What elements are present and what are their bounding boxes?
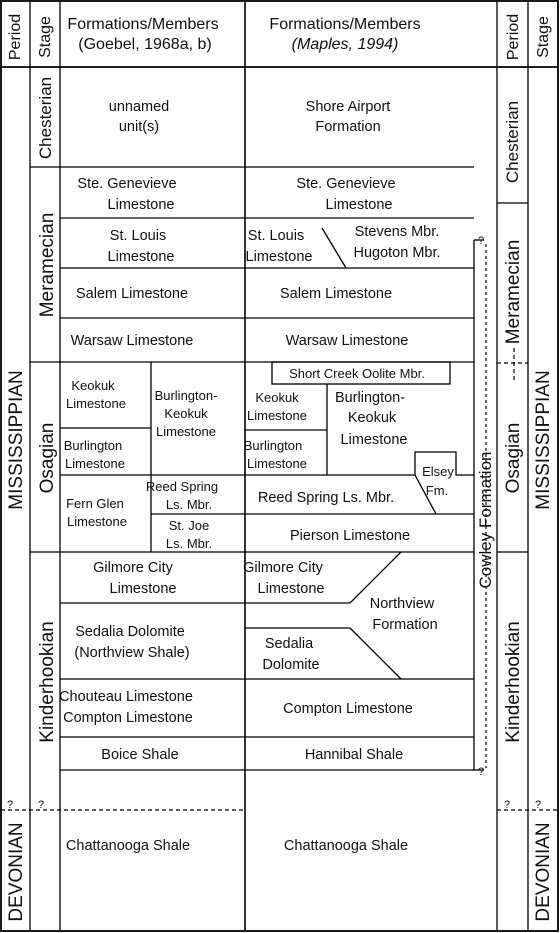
header-right-title: Formations/Members bbox=[269, 16, 421, 33]
left-sedalia-line1: Sedalia Dolomite bbox=[75, 624, 185, 640]
left-fern-glen-line1: Fern Glen bbox=[66, 496, 124, 511]
right-st-louis-line2: Limestone bbox=[245, 249, 313, 265]
left-gilmore-line1: Gilmore City bbox=[93, 560, 173, 576]
right-reed-spring: Reed Spring Ls. Mbr. bbox=[257, 490, 395, 506]
left-burlington-keokuk-line3: Limestone bbox=[156, 424, 216, 439]
header-period-left: Period bbox=[7, 13, 24, 61]
period-devonian-left: DEVONIAN bbox=[6, 822, 27, 922]
left-keokuk-line2: Limestone bbox=[66, 396, 126, 411]
stage-chesterian-left: Chesterian bbox=[36, 76, 55, 160]
left-burlington-line2: Limestone bbox=[65, 456, 125, 471]
right-burlington-keokuk-line1: Burlington- bbox=[334, 390, 406, 406]
header-stage-right: Stage bbox=[535, 16, 552, 58]
period-devonian-right: DEVONIAN bbox=[533, 822, 554, 922]
left-reed-spring-line2: Ls. Mbr. bbox=[165, 497, 213, 512]
right-salem: Salem Limestone bbox=[279, 286, 393, 302]
stage-kinderhookian-left: Kinderhookian bbox=[37, 621, 58, 743]
right-gilmore-line1: Gilmore City bbox=[243, 560, 323, 576]
stevens-diagonal bbox=[322, 228, 346, 268]
left-boice: Boice Shale bbox=[101, 747, 179, 763]
stage-meramecian-right: Meramecian bbox=[503, 239, 524, 345]
query-mark: ? bbox=[535, 799, 542, 811]
left-burlington-keokuk-line2: Keokuk bbox=[164, 406, 208, 421]
northview-lower-diagonal bbox=[350, 628, 401, 679]
right-warsaw: Warsaw Limestone bbox=[285, 333, 409, 349]
left-chouteau-line2: Compton Limestone bbox=[63, 710, 193, 726]
right-shore-airport-line2: Formation bbox=[315, 119, 381, 135]
left-fern-glen-line2: Limestone bbox=[67, 514, 127, 529]
right-ste-genevieve-line1: Ste. Genevieve bbox=[296, 176, 396, 192]
right-burlington-keokuk-line3: Limestone bbox=[340, 432, 408, 448]
header-left-title: Formations/Members bbox=[67, 16, 219, 33]
right-northview-line2: Formation bbox=[372, 617, 438, 633]
right-burlington-line2: Limestone bbox=[247, 456, 307, 471]
right-northview-line1: Northview bbox=[369, 596, 435, 612]
stage-meramecian-left: Meramecian bbox=[37, 212, 58, 318]
left-unnamed-line1: unnamed bbox=[108, 99, 170, 115]
period-mississippian-left: MISSISSIPPIAN bbox=[6, 370, 27, 510]
right-pierson: Pierson Limestone bbox=[289, 528, 411, 544]
right-formations bbox=[243, 99, 454, 854]
left-sedalia-line2: (Northview Shale) bbox=[74, 645, 190, 661]
left-keokuk-line1: Keokuk bbox=[71, 378, 115, 393]
query-mark: ? bbox=[478, 235, 485, 247]
header-period-right: Period bbox=[505, 13, 522, 61]
right-short-creek: Short Creek Oolite Mbr. bbox=[289, 366, 425, 381]
left-gilmore-line2: Limestone bbox=[109, 581, 177, 597]
left-formations bbox=[59, 99, 218, 854]
right-burlington-line1: Burlington bbox=[243, 438, 303, 453]
right-hannibal: Hannibal Shale bbox=[304, 747, 404, 763]
left-chouteau-line1: Chouteau Limestone bbox=[59, 689, 193, 705]
stage-kinderhookian-right: Kinderhookian bbox=[503, 621, 524, 743]
right-keokuk-line1: Keokuk bbox=[255, 390, 299, 405]
left-ste-genevieve-line1: Ste. Genevieve bbox=[77, 176, 177, 192]
left-salem: Salem Limestone bbox=[75, 286, 189, 302]
left-st-louis-line1: St. Louis bbox=[109, 228, 167, 244]
left-st-joe-line2: Ls. Mbr. bbox=[165, 536, 213, 551]
right-sedalia-line1: Sedalia bbox=[264, 636, 314, 652]
left-st-joe-line1: St. Joe bbox=[168, 518, 210, 533]
right-hugoton: Hugoton Mbr. bbox=[353, 245, 441, 261]
right-elsey-line2: Fm. bbox=[425, 483, 449, 498]
left-warsaw: Warsaw Limestone bbox=[70, 333, 194, 349]
left-unnamed-line2: unit(s) bbox=[118, 119, 160, 135]
right-stevens: Stevens Mbr. bbox=[354, 224, 440, 240]
right-ste-genevieve-line2: Limestone bbox=[325, 197, 393, 213]
right-elsey-line1: Elsey bbox=[422, 464, 454, 479]
left-st-louis-line2: Limestone bbox=[107, 249, 175, 265]
left-burlington-keokuk-line1: Burlington- bbox=[154, 388, 218, 403]
right-st-louis-line1: St. Louis bbox=[247, 228, 305, 244]
right-gilmore-line2: Limestone bbox=[257, 581, 325, 597]
header-right-source: (Maples, 1994) bbox=[291, 36, 399, 53]
left-reed-spring-line1: Reed Spring bbox=[145, 479, 219, 494]
header-left-source: (Goebel, 1968a, b) bbox=[78, 36, 212, 53]
cowley-formation-label: Cowley Formation bbox=[476, 451, 495, 589]
query-mark: ? bbox=[7, 799, 14, 811]
right-shore-airport-line1: Shore Airport bbox=[305, 99, 391, 115]
stage-osagian-left: Osagian bbox=[37, 422, 58, 494]
header-stage-left: Stage bbox=[37, 16, 54, 58]
stage-osagian-right: Osagian bbox=[503, 422, 524, 494]
right-chattanooga: Chattanooga Shale bbox=[283, 838, 409, 854]
right-sedalia-line2: Dolomite bbox=[262, 657, 320, 673]
left-burlington-line1: Burlington bbox=[63, 438, 123, 453]
right-keokuk-line2: Limestone bbox=[247, 408, 307, 423]
right-burlington-keokuk-line2: Keokuk bbox=[347, 410, 397, 426]
stage-chesterian-right: Chesterian bbox=[503, 100, 522, 184]
period-mississippian-right: MISSISSIPPIAN bbox=[533, 370, 554, 510]
left-ste-genevieve-line2: Limestone bbox=[107, 197, 175, 213]
query-mark: ? bbox=[504, 799, 511, 811]
query-mark: ? bbox=[38, 799, 45, 811]
left-chattanooga: Chattanooga Shale bbox=[65, 838, 191, 854]
query-mark: ? bbox=[478, 766, 485, 778]
right-compton: Compton Limestone bbox=[283, 701, 413, 717]
